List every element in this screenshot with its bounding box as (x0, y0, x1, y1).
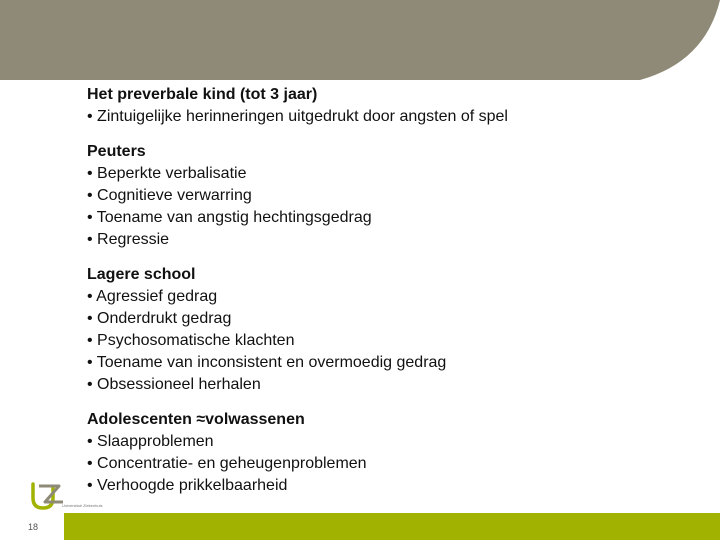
bullet-item: • Concentratie- en geheugenproblemen (87, 455, 367, 472)
bullet-item: • Verhoogde prikkelbaarheid (87, 477, 288, 494)
section-adolescents (87, 409, 687, 497)
footer-bar (0, 513, 720, 540)
bullet-item: • Toename van angstig hechtingsgedrag (87, 209, 372, 226)
section-toddlers (87, 141, 687, 251)
bullet-item: • Agressief gedrag (87, 288, 218, 305)
bullet-item: • Slaapproblemen (87, 433, 214, 450)
section-primary-school (87, 264, 687, 396)
logo-caption: Universitair Ziekenhuis (62, 503, 103, 508)
section-title: Peuters (87, 143, 146, 160)
slide-number: 18 (28, 522, 39, 532)
banner-curve-decoration (0, 0, 720, 80)
bullet-item: • Zintuigelijke herinneringen uitgedrukt door angsten of spel (87, 108, 508, 125)
section-title: Adolescenten ≈volwassenen (87, 411, 305, 428)
section-title: Het preverbale kind (tot 3 jaar) (87, 86, 318, 103)
bullet-item: • Onderdrukt gedrag (87, 310, 232, 327)
bullet-item: • Cognitieve verwarring (87, 187, 252, 204)
bullet-item: • Beperkte verbalisatie (87, 165, 247, 182)
section-preverbal (87, 84, 687, 128)
slide-content (87, 84, 687, 510)
bullet-item: • Psychosomatische klachten (87, 332, 295, 349)
bullet-item: • Obsessioneel herhalen (87, 376, 261, 393)
bullet-item: • Toename van inconsistent en overmoedig gedrag (87, 354, 447, 371)
bullet-item: • Regressie (87, 231, 170, 248)
section-title: Lagere school (87, 266, 196, 283)
